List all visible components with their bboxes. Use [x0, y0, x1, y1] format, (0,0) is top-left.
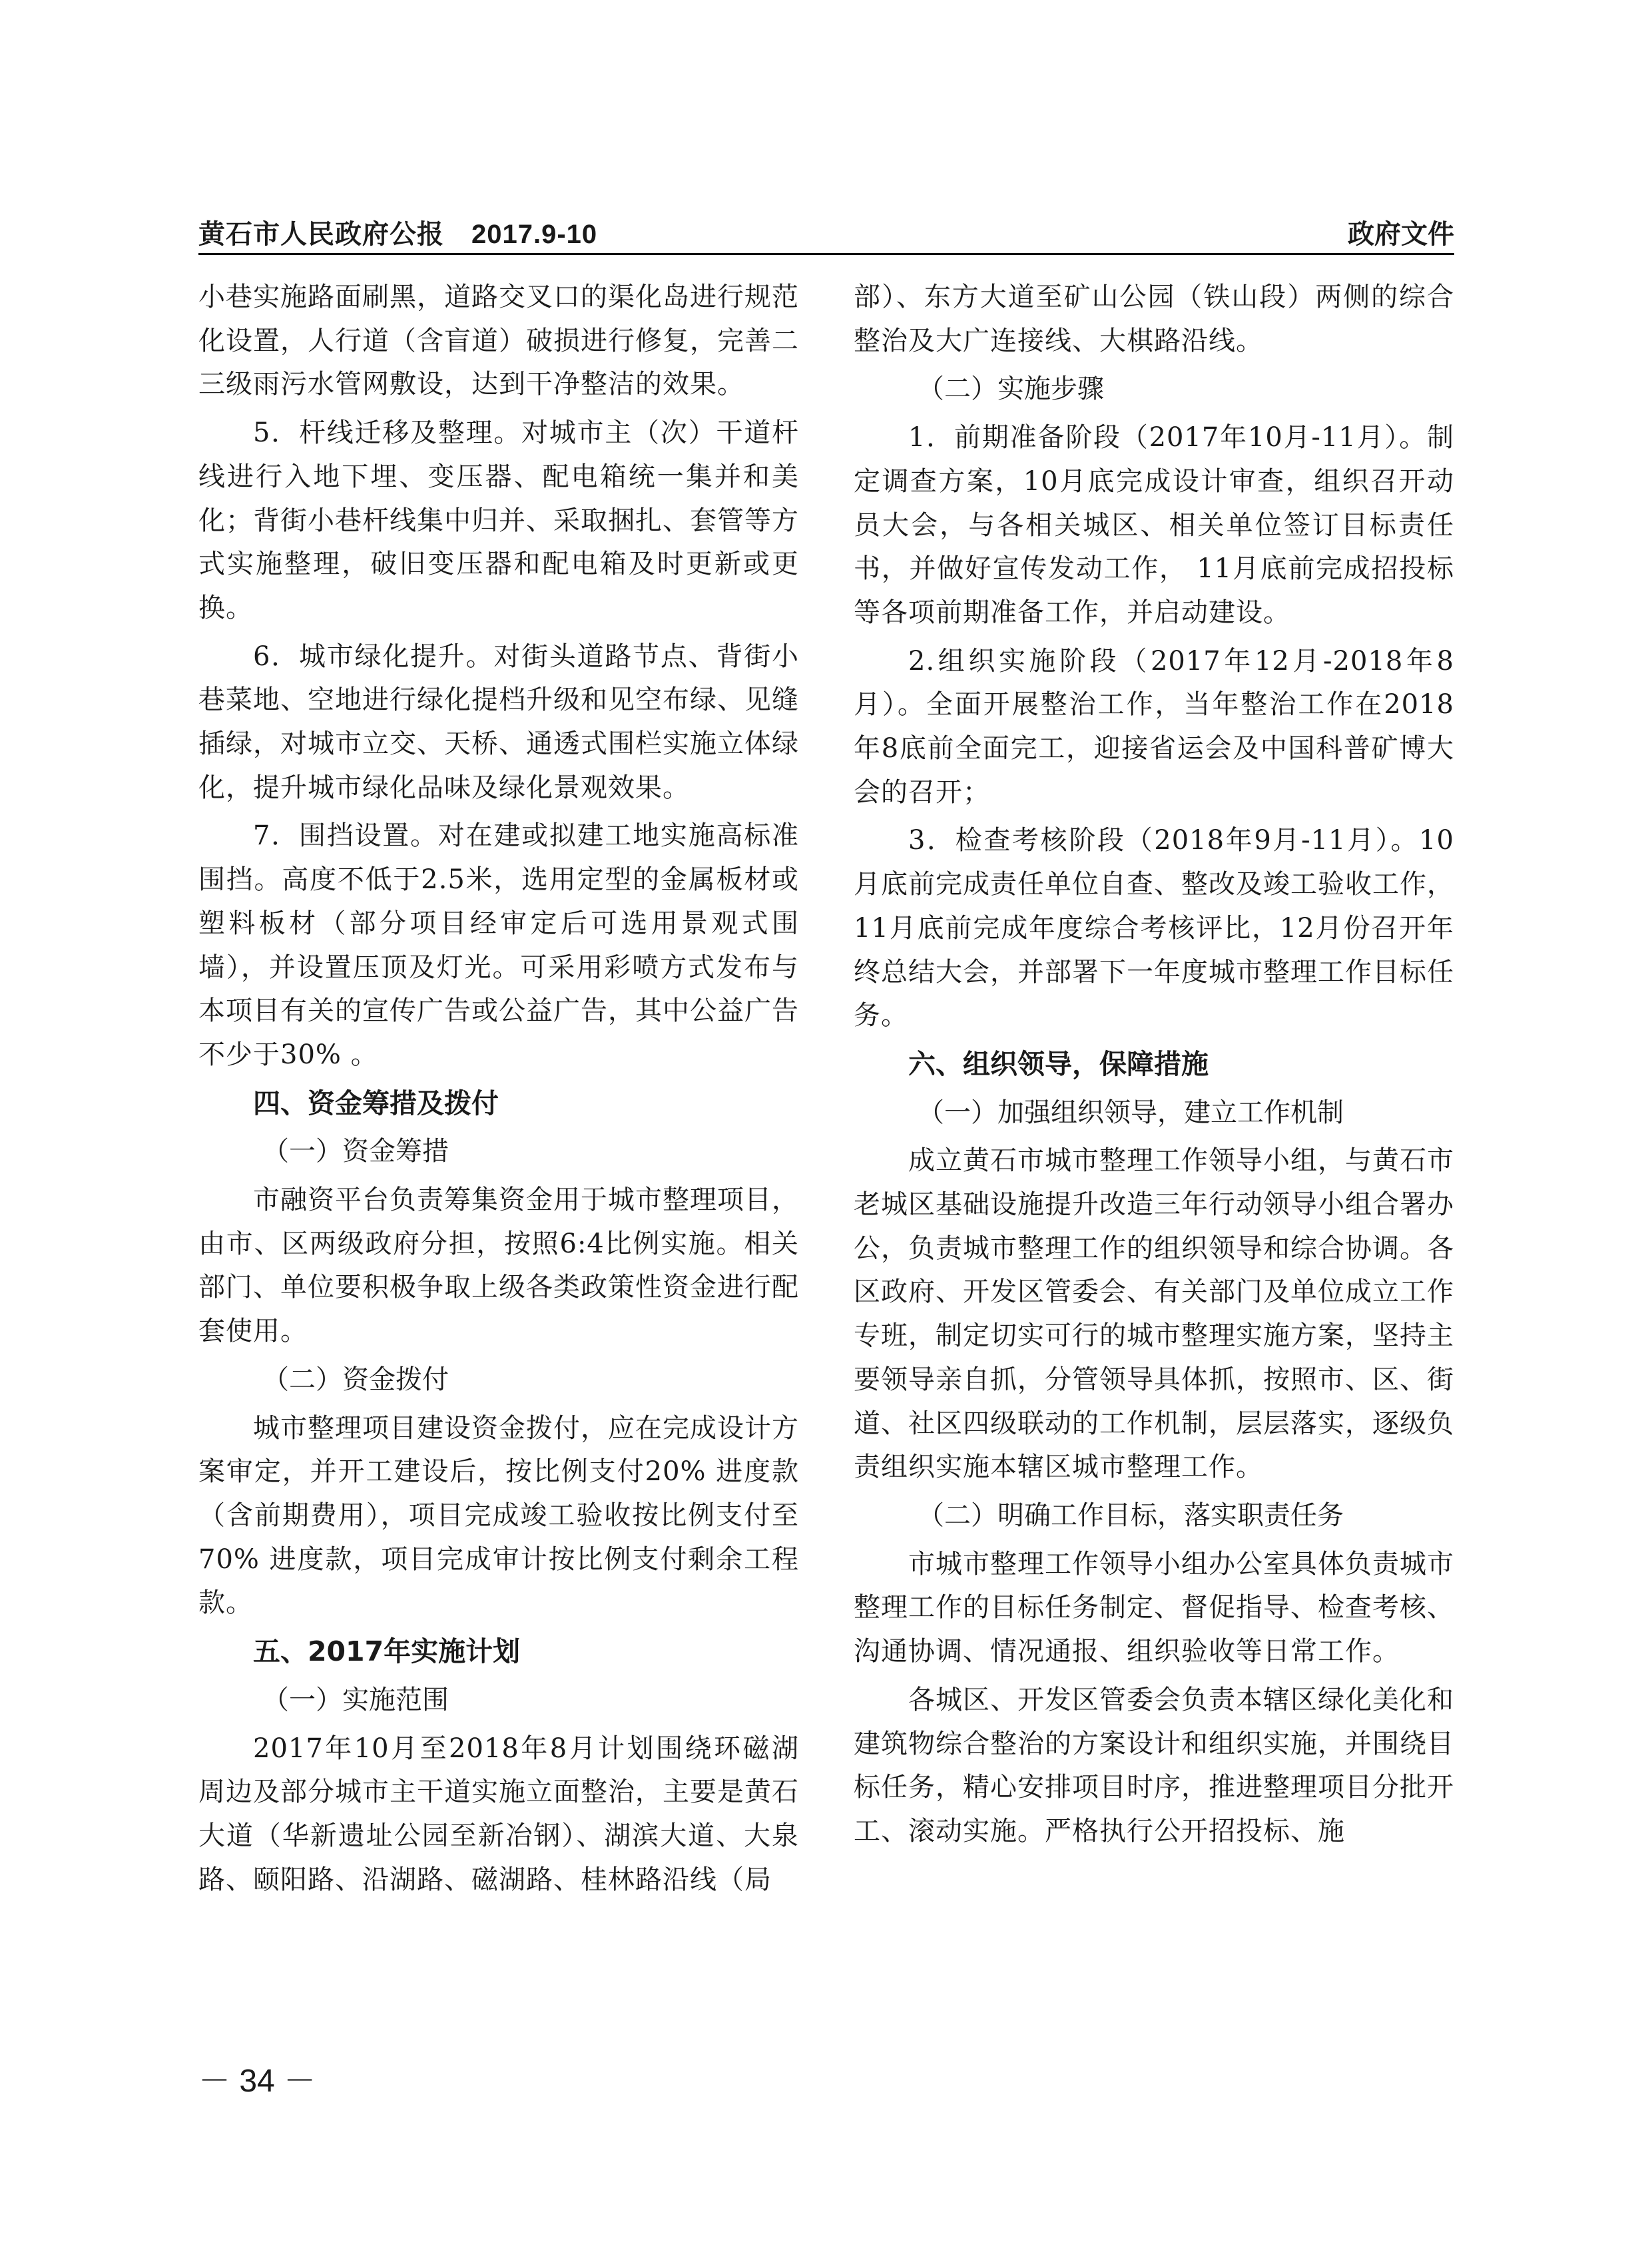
page-header — [198, 212, 1454, 255]
subsection-heading: （一）加强组织领导，建立工作机制 — [918, 1097, 1344, 1128]
paragraph: 6．城市绿化提升。对街头道路节点、背街小巷菜地、空地进行绿化提档升级和见空布绿、见缝插绿，对城市立交、天桥、通透式围栏实施立体绿化，提升城市绿化品味及绿化景观效果。 — [198, 641, 799, 803]
subsection-heading: （一）实施范围 — [262, 1684, 449, 1715]
paragraph: 7．围挡设置。对在建或拟建工地实施高标准围挡。高度不低于2.5米，选用定型的金属板材或塑料板材（部分项目经审定后可选用景观式围墙），并设置压顶及灯光。可采用彩喷方式发布与本项目有关的宣传广告或公益广告，其中公益广告不少于30% 。 — [198, 820, 799, 1070]
paragraph: 各城区、开发区管委会负责本辖区绿化美化和建筑物综合整治的方案设计和组织实施，并围绕目标任务，精心安排项目时序，推进整理项目分批开工、滚动实施。严格执行公开招投标、施 — [854, 1684, 1454, 1846]
section-heading: 四、资金筹措及拨付 — [253, 1087, 499, 1119]
paragraph: 部）、东方大道至矿山公园（铁山段）两侧的综合整治及大广连接线、大棋路沿线。 — [854, 282, 1454, 356]
section-label: 政府文件 — [1348, 220, 1454, 249]
paragraph: 成立黄石市城市整理工作领导小组，与黄石市老城区基础设施提升改造三年行动领导小组合署办公，负责城市整理工作的组织领导和综合协调。各区政府、开发区管委会、有关部门及单位成立工作专班，制定切实可行的城市整理实施方案，坚持主要领导亲自抓，分管领导具体抓，按照市、区、街道、社区四级联动的工作机制，层层落实，逐级负责组织实施本辖区城市整理工作。 — [854, 1145, 1454, 1483]
section-heading: 五、2017年实施计划 — [253, 1635, 521, 1668]
paragraph: 1．前期准备阶段（2017年10月-11月）。制定调查方案，10月底完成设计审查，组织召开动员大会，与各相关城区、相关单位签订目标责任书，并做好宣传发动工作， 11月底前完成招投标等各项前期准备工作，并启动建设。 — [854, 422, 1454, 628]
paragraph: 3．检查考核阶段（2018年9月-11月）。10月底前完成责任单位自查、整改及竣工验收工作， 11月底前完成年度综合考核评比，12月份召开年终总结大会，并部署下一年度城市整理工作目标任务。 — [854, 825, 1454, 1031]
section-heading: 六、组织领导，保障措施 — [908, 1047, 1209, 1080]
paragraph: 5．杆线迁移及整理。对城市主（次）干道杆线进行入地下埋、变压器、配电箱统一集并和美化；背街小巷杆线集中归并、采取捆扎、套管等方式实施整理，破旧变压器和配电箱及时更新或更换。 — [198, 418, 799, 623]
paragraph: 市融资平台负责筹集资金用于城市整理项目，由市、区两级政府分担，按照6:4比例实施。相关部门、单位要积极争取上级各类政策性资金进行配套使用。 — [198, 1185, 799, 1347]
left-column — [198, 276, 799, 1906]
paragraph: 市城市整理工作领导小组办公室具体负责城市整理工作的目标任务制定、督促指导、检查考核、沟通协调、情况通报、组织验收等日常工作。 — [854, 1548, 1454, 1667]
subsection-heading: （二）资金拨付 — [262, 1364, 449, 1395]
right-column — [854, 276, 1454, 1858]
subsection-heading: （二）明确工作目标，落实职责任务 — [918, 1500, 1344, 1531]
paragraph: 小巷实施路面刷黑，道路交叉口的渠化岛进行规范化设置，人行道（含盲道）破损进行修复，完善二三级雨污水管网敷设，达到干净整洁的效果。 — [198, 282, 799, 400]
subsection-heading: （一）资金筹措 — [262, 1136, 449, 1167]
subsection-heading: （二）实施步骤 — [918, 374, 1104, 405]
page-number: － 34 － — [198, 2064, 316, 2099]
paragraph: 城市整理项目建设资金拨付，应在完成设计方案审定，并开工建设后，按比例支付20% 进度款（含前期费用），项目完成竣工验收按比例支付至70% 进度款，项目完成审计按比例支付剩余工程款。 — [198, 1412, 799, 1619]
paragraph: 2.组织实施阶段（2017年12月-2018年8月）。全面开展整治工作，当年整治工作在2018年8底前全面完工，迎接省运会及中国科普矿博大会的召开； — [854, 645, 1454, 808]
paragraph: 2017年10月至2018年8月计划围绕环磁湖周边及部分城市主干道实施立面整治，主要是黄石大道（华新遗址公园至新冶钢）、湖滨大道、大泉路、颐阳路、沿湖路、磁湖路、桂林路沿线（局 — [198, 1733, 799, 1895]
publication-title: 黄石市人民政府公报 2017.9-10 — [198, 220, 598, 249]
